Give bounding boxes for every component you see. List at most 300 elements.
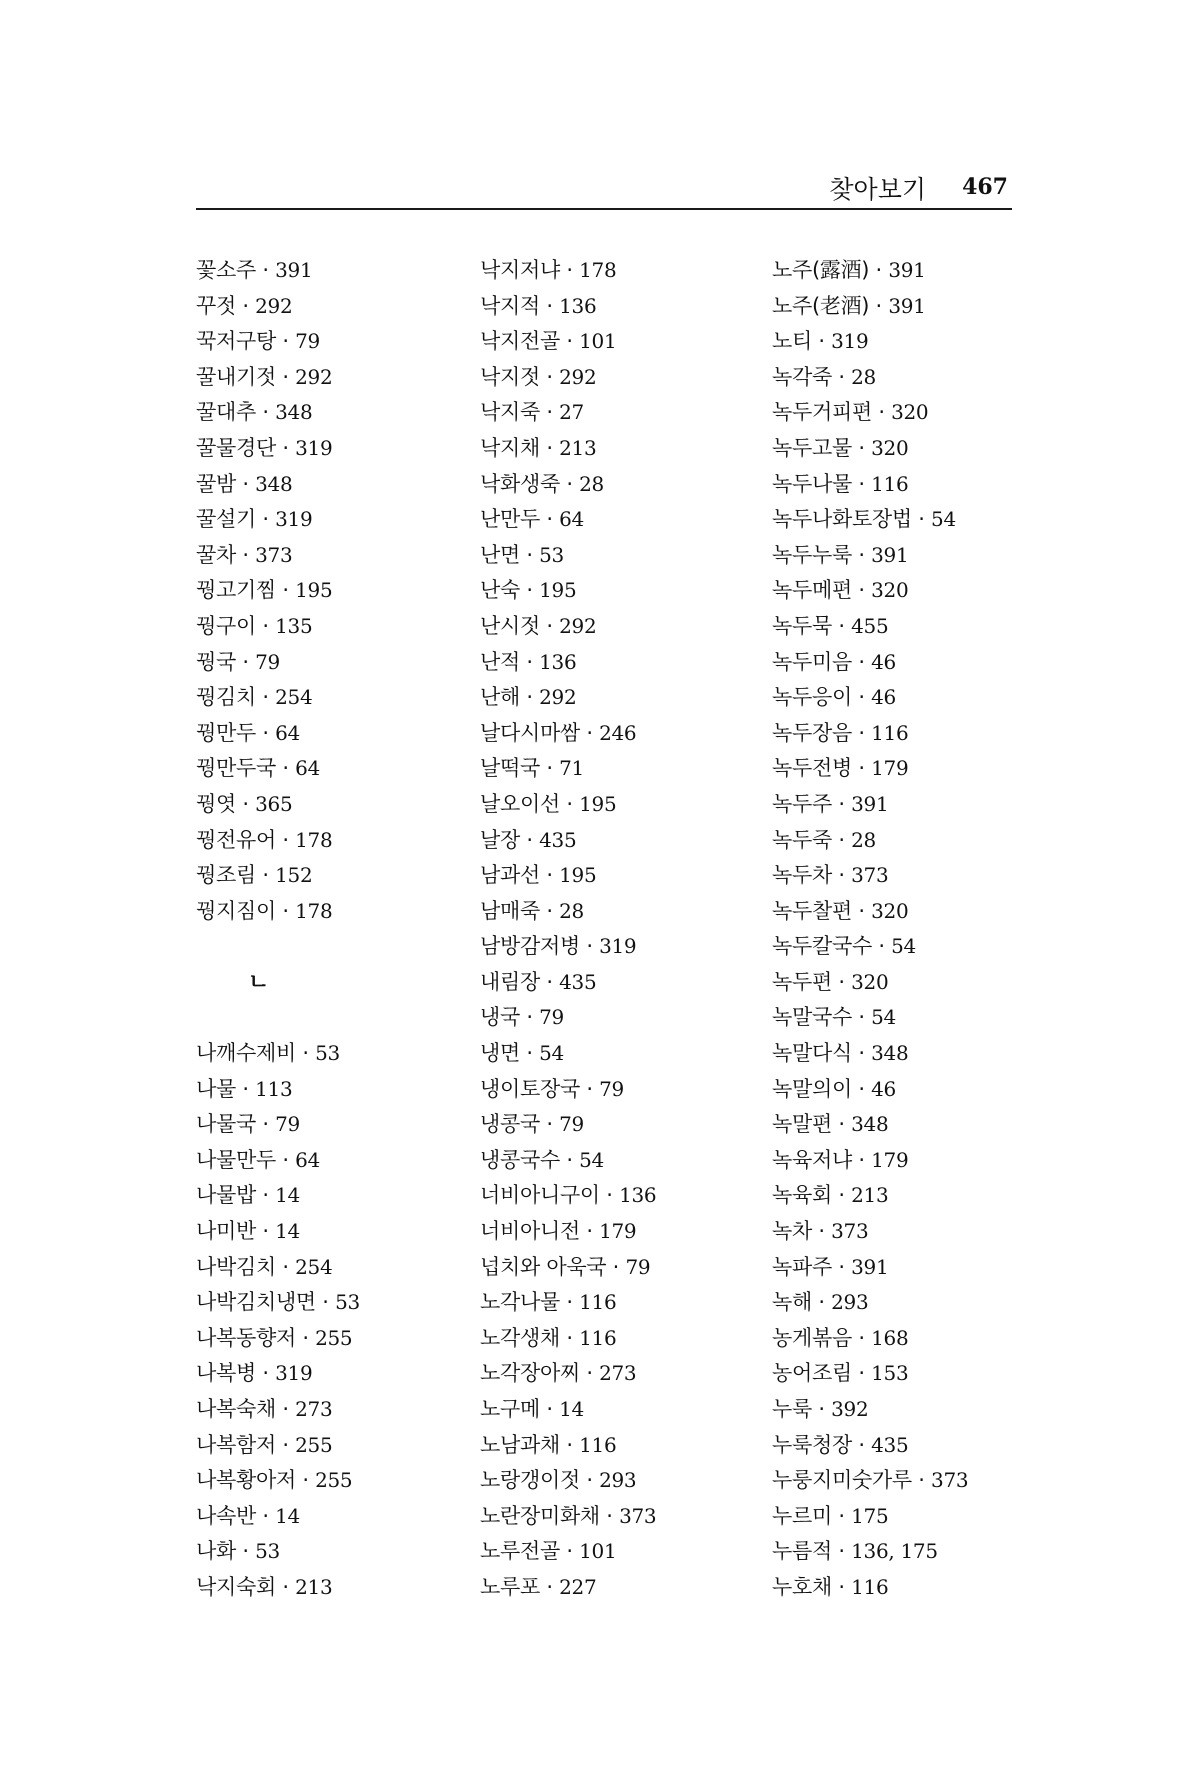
index-pages: 365	[255, 791, 293, 816]
index-pages: 153	[871, 1361, 909, 1386]
index-pages: 373	[619, 1503, 657, 1528]
index-pages: 391	[871, 542, 909, 567]
index-entry: 녹두찰편 · 320	[772, 898, 909, 923]
index-pages: 101	[579, 329, 617, 354]
index-entry: 난시젓 · 292	[480, 613, 597, 638]
index-entry: 날장 · 435	[480, 827, 577, 852]
index-pages: 28	[579, 471, 604, 496]
index-term: 낙지젓	[480, 364, 540, 389]
index-pages: 435	[539, 827, 577, 852]
index-term: 난숙	[480, 578, 520, 603]
section-heading: ㄴ	[248, 969, 269, 995]
index-term: 꿀밤	[196, 471, 236, 496]
index-entry: 나박김치 · 254	[196, 1254, 333, 1279]
index-term: 농게볶음	[772, 1325, 852, 1350]
index-term: 날떡국	[480, 756, 540, 781]
index-term: 꿩만두국	[196, 756, 276, 781]
index-term: 노주(露酒)	[772, 258, 870, 282]
index-entry: 노티 · 319	[772, 329, 869, 354]
index-term: 녹두전병	[772, 756, 852, 781]
index-term: 누룽지미숫가루	[772, 1468, 912, 1493]
index-entry: 녹두편 · 320	[772, 969, 889, 994]
index-pages: 320	[851, 969, 889, 994]
index-entry: 꿀설기 · 319	[196, 507, 313, 532]
index-term: 녹두나물	[772, 471, 852, 496]
index-term: 꿩김치	[196, 685, 256, 710]
index-term: 노루포	[480, 1574, 540, 1599]
index-pages: 319	[275, 1361, 313, 1386]
index-entry: 노구메 · 14	[480, 1397, 584, 1421]
index-entry: 나물국 · 79	[196, 1112, 300, 1137]
index-term: 나박김치냉면	[196, 1290, 316, 1315]
index-term: 꿩조림	[196, 863, 256, 888]
index-term: 녹두차	[772, 863, 832, 888]
index-entry: 녹두메편 · 320	[772, 578, 909, 603]
index-pages: 136, 175	[851, 1539, 938, 1564]
index-term: 난만두	[480, 507, 540, 532]
index-pages: 116	[851, 1574, 889, 1599]
index-pages: 255	[315, 1325, 353, 1350]
index-term: 녹파주	[772, 1254, 832, 1279]
index-entry: 노루전골 · 101	[480, 1539, 617, 1564]
index-pages: 213	[295, 1574, 333, 1599]
index-pages: 54	[539, 1041, 564, 1066]
index-term: 낙지적	[480, 293, 540, 318]
index-pages: 254	[275, 685, 313, 710]
index-term: 낙지전골	[480, 329, 560, 354]
index-entry: 나박김치냉면 · 53	[196, 1290, 360, 1315]
index-term: 냉국	[480, 1005, 520, 1030]
index-pages: 320	[871, 898, 909, 923]
index-pages: 254	[295, 1254, 333, 1279]
index-term: 날다시마쌈	[480, 720, 580, 745]
index-pages: 195	[539, 578, 577, 603]
index-term: 꿩지짐이	[196, 898, 276, 923]
index-pages: 373	[255, 542, 293, 567]
index-pages: 168	[871, 1325, 909, 1350]
index-term: 낙화생죽	[480, 471, 560, 496]
index-term: 누호채	[772, 1574, 832, 1599]
index-pages: 292	[559, 613, 597, 638]
index-entry: 노주(老酒) · 391	[772, 293, 926, 318]
index-term: 꿀설기	[196, 507, 256, 532]
index-term: 나화	[196, 1539, 236, 1564]
index-entry: 녹두전병 · 179	[772, 756, 909, 781]
index-pages: 213	[559, 435, 597, 460]
index-entry: 녹두나화토장법 · 54	[772, 507, 956, 532]
index-term: 난적	[480, 649, 520, 674]
index-entry: 누르미 · 175	[772, 1503, 889, 1528]
index-pages: 273	[599, 1361, 637, 1386]
index-entry: 나복병 · 319	[196, 1361, 313, 1386]
index-entry: 난만두 · 64	[480, 507, 584, 532]
index-pages: 14	[275, 1183, 300, 1208]
index-pages: 14	[275, 1219, 300, 1244]
spacer	[196, 929, 476, 965]
index-pages: 391	[888, 258, 926, 282]
index-entry: 노각생채 · 116	[480, 1325, 617, 1350]
index-term: 녹두고물	[772, 435, 852, 460]
index-pages: 53	[315, 1041, 340, 1066]
index-entry: 꿩전유어 · 178	[196, 827, 333, 852]
index-term: 꿀물경단	[196, 435, 276, 460]
index-entry: 노란장미화채 · 373	[480, 1503, 657, 1528]
index-entry: 나복숙채 · 273	[196, 1397, 333, 1421]
index-pages: 293	[599, 1468, 637, 1493]
index-pages: 255	[315, 1468, 353, 1493]
index-entry: 누룽지미숫가루 · 373	[772, 1468, 969, 1493]
index-pages: 136	[539, 649, 577, 674]
index-pages: 116	[871, 720, 909, 745]
index-pages: 64	[559, 507, 584, 532]
running-title: 찾아보기	[829, 175, 926, 204]
index-term: 나복병	[196, 1361, 256, 1386]
index-pages: 53	[335, 1290, 360, 1315]
index-term: 녹말편	[772, 1112, 832, 1137]
index-pages: 373	[851, 863, 889, 888]
index-pages: 178	[579, 258, 617, 282]
index-entry: 꾹저구탕 · 79	[196, 329, 320, 354]
index-pages: 292	[539, 685, 577, 710]
index-pages: 101	[579, 1539, 617, 1564]
index-entry: 난해 · 292	[480, 685, 577, 710]
index-entry: 낙화생죽 · 28	[480, 471, 604, 496]
index-term: 농어조림	[772, 1361, 852, 1386]
index-entry: 노주(露酒) · 391	[772, 258, 926, 282]
header-rule	[196, 208, 1012, 210]
index-pages: 273	[295, 1397, 333, 1421]
running-header	[196, 166, 1012, 210]
index-pages: 152	[275, 863, 313, 888]
index-entry: 낙지채 · 213	[480, 435, 597, 460]
index-term: 노남과채	[480, 1432, 560, 1457]
index-pages: 320	[891, 400, 929, 425]
index-entry: 날오이선 · 195	[480, 791, 617, 816]
index-entry: 노루포 · 227	[480, 1574, 597, 1599]
index-pages: 79	[625, 1254, 651, 1279]
index-term: 녹말다식	[772, 1041, 852, 1066]
index-term: 낙지숙회	[196, 1574, 276, 1599]
index-term: 냉면	[480, 1041, 520, 1066]
index-entry: 꽃소주 · 391	[196, 258, 313, 282]
index-pages: 435	[559, 969, 597, 994]
index-pages: 71	[559, 756, 584, 781]
index-term: 남매죽	[480, 898, 540, 923]
index-term: 냉콩국	[480, 1112, 540, 1137]
index-entry: 남매죽 · 28	[480, 898, 584, 923]
index-pages: 391	[275, 258, 313, 282]
index-entry: 낙지적 · 136	[480, 293, 597, 318]
index-term: 낙지저냐	[480, 258, 560, 282]
index-pages: 116	[579, 1325, 617, 1350]
index-entry: 노각나물 · 116	[480, 1290, 617, 1315]
index-column-1	[196, 253, 476, 1606]
index-entry: 내림장 · 435	[480, 969, 597, 994]
index-pages: 136	[559, 293, 597, 318]
index-term: 나박김치	[196, 1254, 276, 1279]
index-entry: 녹말국수 · 54	[772, 1005, 896, 1030]
index-entry: 꿩만두국 · 64	[196, 756, 320, 781]
index-entry: 녹두묵 · 455	[772, 613, 889, 638]
index-term: 노루전골	[480, 1539, 560, 1564]
index-term: 꿩국	[196, 649, 236, 674]
index-entry: 녹말다식 · 348	[772, 1041, 909, 1066]
index-pages: 179	[871, 756, 909, 781]
index-pages: 53	[255, 1539, 280, 1564]
index-pages: 54	[931, 507, 956, 532]
index-term: 노란장미화채	[480, 1503, 600, 1528]
index-pages: 28	[559, 898, 584, 923]
index-pages: 64	[295, 1147, 320, 1172]
index-term: 나복숙채	[196, 1397, 276, 1421]
index-term: 녹각죽	[772, 364, 832, 389]
index-entry: 녹육저냐 · 179	[772, 1147, 909, 1172]
index-term: 노각장아찌	[480, 1361, 580, 1386]
index-term: 너비아니전	[480, 1219, 580, 1244]
index-pages: 320	[871, 435, 909, 460]
index-entry: 냉이토장국 · 79	[480, 1076, 624, 1101]
index-term: 누룩청장	[772, 1432, 852, 1457]
index-entry: 나물만두 · 64	[196, 1147, 320, 1172]
index-entry: 노각장아찌 · 273	[480, 1361, 637, 1386]
index-entry: 남방감저병 · 319	[480, 934, 637, 959]
index-pages: 28	[851, 364, 876, 389]
index-term: 꾸젓	[196, 293, 236, 318]
index-pages: 79	[275, 1112, 300, 1137]
index-entry: 꿀차 · 373	[196, 542, 293, 567]
index-pages: 179	[871, 1147, 909, 1172]
index-entry: 꿩엿 · 365	[196, 791, 293, 816]
index-pages: 348	[255, 471, 293, 496]
index-entry: 녹각죽 · 28	[772, 364, 876, 389]
index-pages: 46	[871, 1076, 896, 1101]
index-term: 녹두편	[772, 969, 832, 994]
index-entry: 꿩국 · 79	[196, 649, 280, 674]
index-entry: 나복함저 · 255	[196, 1432, 333, 1457]
index-term: 꿩고기찜	[196, 578, 276, 603]
index-entry: 날떡국 · 71	[480, 756, 584, 781]
index-term: 너비아니구이	[480, 1183, 600, 1208]
index-term: 녹두죽	[772, 827, 832, 852]
index-entry: 녹말의이 · 46	[772, 1076, 896, 1101]
index-term: 나속반	[196, 1503, 256, 1528]
index-pages: 255	[295, 1432, 333, 1457]
index-pages: 348	[851, 1112, 889, 1137]
index-term: 녹두응이	[772, 685, 852, 710]
index-pages: 195	[579, 791, 617, 816]
index-entry: 나물 · 113	[196, 1076, 293, 1101]
index-term: 나복함저	[196, 1432, 276, 1457]
index-term: 나물만두	[196, 1147, 276, 1172]
index-term: 노랑갱이젓	[480, 1468, 580, 1493]
index-term: 냉콩국수	[480, 1147, 560, 1172]
index-term: 녹두누룩	[772, 542, 852, 567]
index-term: 난해	[480, 685, 520, 710]
index-pages: 455	[851, 613, 889, 638]
index-term: 녹두나화토장법	[772, 507, 912, 532]
index-column-2	[480, 253, 760, 1606]
index-entry: 남과선 · 195	[480, 863, 597, 888]
index-term: 녹두미음	[772, 649, 852, 674]
index-entry: 난적 · 136	[480, 649, 577, 674]
index-pages: 391	[851, 791, 889, 816]
index-entry: 녹두주 · 391	[772, 791, 889, 816]
index-pages: 116	[579, 1290, 617, 1315]
index-pages: 46	[871, 685, 896, 710]
index-pages: 79	[539, 1005, 564, 1030]
index-entry: 녹파주 · 391	[772, 1254, 889, 1279]
index-entry: 꾸젓 · 292	[196, 293, 293, 318]
index-entry: 녹두응이 · 46	[772, 685, 896, 710]
index-entry: 냉면 · 54	[480, 1041, 564, 1066]
index-entry: 난면 · 53	[480, 542, 564, 567]
index-pages: 178	[295, 898, 333, 923]
index-entry: 누룩 · 392	[772, 1397, 869, 1421]
index-entry: 나복황아저 · 255	[196, 1468, 353, 1493]
index-pages: 319	[831, 329, 869, 354]
index-term: 난시젓	[480, 613, 540, 638]
index-pages: 373	[931, 1468, 969, 1493]
index-pages: 292	[255, 293, 293, 318]
index-term: 녹두묵	[772, 613, 832, 638]
index-term: 나복황아저	[196, 1468, 296, 1493]
index-pages: 391	[888, 293, 926, 318]
index-entry: 농게볶음 · 168	[772, 1325, 909, 1350]
index-entry: 꿩만두 · 64	[196, 720, 300, 745]
index-term: 노티	[772, 329, 812, 354]
index-term: 녹두장음	[772, 720, 852, 745]
index-pages: 28	[851, 827, 876, 852]
index-pages: 14	[559, 1397, 584, 1421]
index-pages: 64	[295, 756, 320, 781]
index-entry: 농어조림 · 153	[772, 1361, 909, 1386]
index-pages: 195	[295, 578, 333, 603]
index-term: 녹두찰편	[772, 898, 852, 923]
index-pages: 116	[871, 471, 909, 496]
index-term: 꿀차	[196, 542, 236, 567]
index-entry: 누룩청장 · 435	[772, 1432, 909, 1457]
index-entry: 나복동향저 · 255	[196, 1325, 353, 1350]
index-pages: 46	[871, 649, 896, 674]
index-term: 꿩전유어	[196, 827, 276, 852]
index-term: 남방감저병	[480, 934, 580, 959]
index-pages: 319	[275, 507, 313, 532]
index-term: 녹두메편	[772, 578, 852, 603]
index-term: 녹육저냐	[772, 1147, 852, 1172]
index-entry: 낙지죽 · 27	[480, 400, 584, 425]
index-entry: 녹육회 · 213	[772, 1183, 889, 1208]
index-pages: 293	[831, 1290, 869, 1315]
index-pages: 79	[599, 1076, 624, 1101]
index-term: 녹말국수	[772, 1005, 852, 1030]
index-entry: 녹두칼국수 · 54	[772, 934, 916, 959]
index-pages: 392	[831, 1397, 869, 1421]
index-entry: 낙지젓 · 292	[480, 364, 597, 389]
index-term: 냉이토장국	[480, 1076, 580, 1101]
spacer	[196, 1000, 476, 1036]
index-term: 난면	[480, 542, 520, 567]
index-pages: 348	[275, 400, 313, 425]
index-entry: 녹두미음 · 46	[772, 649, 896, 674]
index-entry: 넙치와 아욱국 · 79	[480, 1254, 651, 1279]
index-term: 녹육회	[772, 1183, 832, 1208]
index-entry: 꿩고기찜 · 195	[196, 578, 333, 603]
index-entry: 낙지숙회 · 213	[196, 1574, 333, 1599]
index-term: 꿀대추	[196, 400, 256, 425]
index-entry: 너비아니전 · 179	[480, 1219, 637, 1244]
index-entry: 꿀내기젓 · 292	[196, 364, 333, 389]
index-entry: 꿀대추 · 348	[196, 400, 313, 425]
index-entry: 꿩조림 · 152	[196, 863, 313, 888]
index-term: 녹두칼국수	[772, 934, 872, 959]
index-entry: 나화 · 53	[196, 1539, 280, 1564]
index-entry: 노랑갱이젓 · 293	[480, 1468, 637, 1493]
index-pages: 373	[831, 1219, 869, 1244]
index-entry: 녹두나물 · 116	[772, 471, 909, 496]
index-pages: 292	[559, 364, 597, 389]
index-term: 누르미	[772, 1503, 832, 1528]
index-pages: 179	[599, 1219, 637, 1244]
index-pages: 54	[871, 1005, 896, 1030]
index-pages: 113	[255, 1076, 293, 1101]
index-pages: 292	[295, 364, 333, 389]
index-term: 넙치와 아욱국	[480, 1254, 607, 1279]
index-term: 노구메	[480, 1397, 540, 1421]
index-term: 꿀내기젓	[196, 364, 276, 389]
index-term: 노각나물	[480, 1290, 560, 1315]
index-entry: 냉콩국수 · 54	[480, 1147, 604, 1172]
index-pages: 175	[851, 1503, 889, 1528]
index-entry: 꿩구이 · 135	[196, 613, 313, 638]
index-term: 날오이선	[480, 791, 560, 816]
index-entry: 녹차 · 373	[772, 1219, 869, 1244]
index-entry: 녹두거피편 · 320	[772, 400, 929, 425]
index-entry: 너비아니구이 · 136	[480, 1183, 657, 1208]
index-term: 녹말의이	[772, 1076, 852, 1101]
index-pages: 213	[851, 1183, 889, 1208]
index-entry: 녹말편 · 348	[772, 1112, 889, 1137]
index-pages: 53	[539, 542, 564, 567]
index-pages: 246	[599, 720, 637, 745]
index-term: 꽃소주	[196, 258, 256, 282]
index-term: 녹두주	[772, 791, 832, 816]
index-pages: 14	[275, 1503, 300, 1528]
index-entry: 나깨수제비 · 53	[196, 1041, 340, 1066]
index-entry: 낙지저냐 · 178	[480, 258, 617, 282]
index-pages: 319	[599, 934, 637, 959]
index-term: 나물국	[196, 1112, 256, 1137]
index-term: 꿩만두	[196, 720, 256, 745]
index-pages: 64	[275, 720, 300, 745]
index-entry: 누호채 · 116	[772, 1574, 889, 1599]
index-term: 낙지죽	[480, 400, 540, 425]
index-pages: 79	[295, 329, 320, 354]
index-entry: 녹해 · 293	[772, 1290, 869, 1315]
index-term: 낙지채	[480, 435, 540, 460]
index-entry: 노남과채 · 116	[480, 1432, 617, 1457]
page-number: 467	[962, 174, 1008, 200]
index-entry: 녹두누룩 · 391	[772, 542, 909, 567]
index-term: 나물밥	[196, 1183, 256, 1208]
index-pages: 348	[871, 1041, 909, 1066]
index-term: 남과선	[480, 863, 540, 888]
index-entry: 나물밥 · 14	[196, 1183, 300, 1208]
index-pages: 54	[579, 1147, 604, 1172]
index-entry: 날다시마쌈 · 246	[480, 720, 637, 745]
index-term: 녹차	[772, 1219, 812, 1244]
index-entry: 꿀밤 · 348	[196, 471, 293, 496]
index-entry: 녹두장음 · 116	[772, 720, 909, 745]
